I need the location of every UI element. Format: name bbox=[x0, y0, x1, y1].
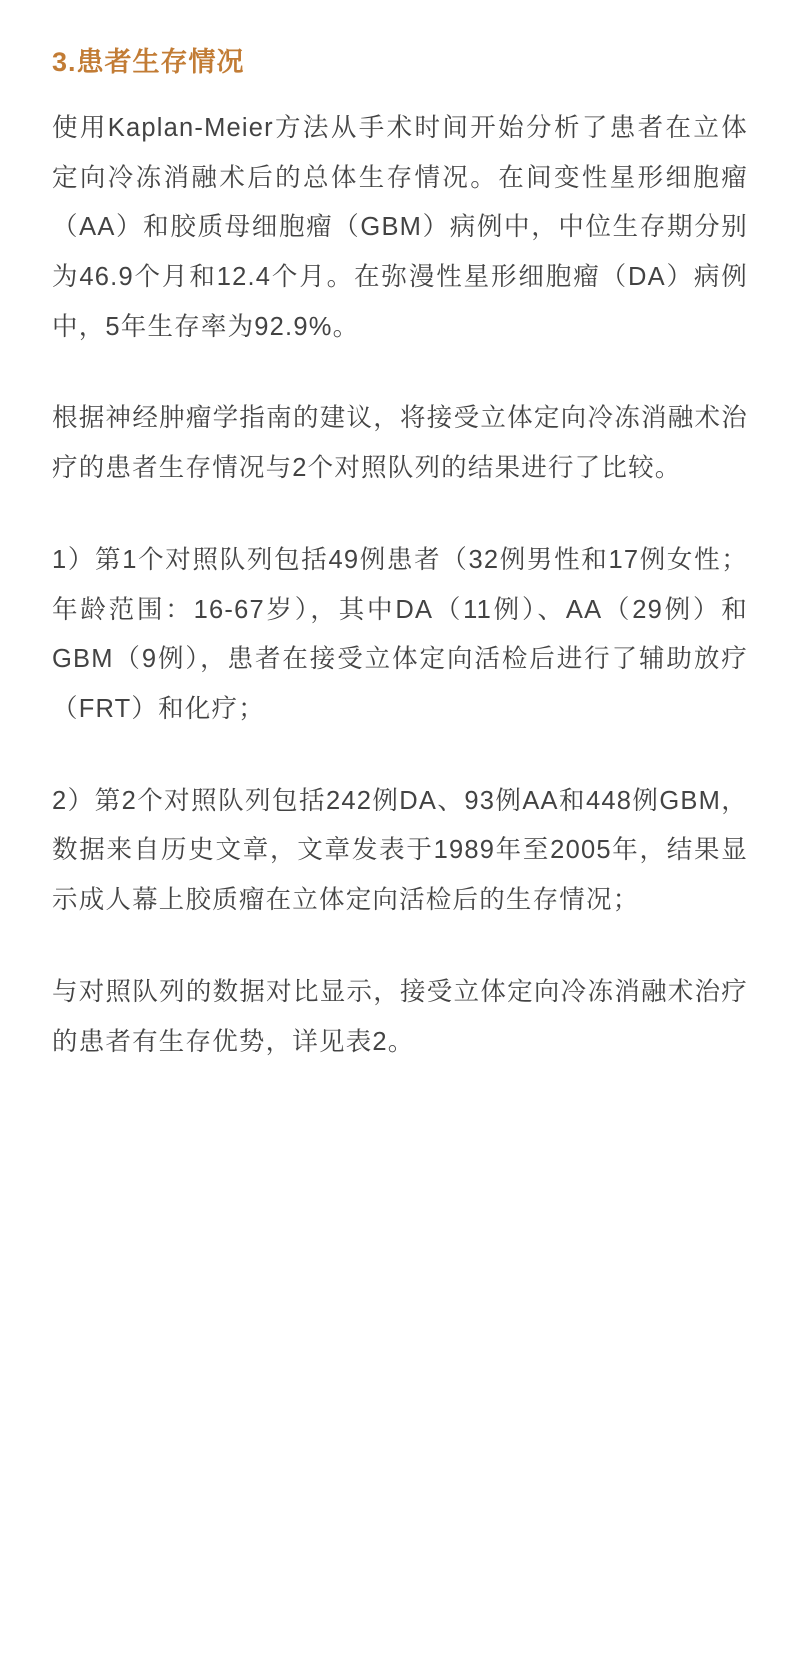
paragraph-survival-overview: 使用Kaplan-Meier方法从手术时间开始分析了患者在立体定向冷冻消融术后的总体生存情况。在间变性星形细胞瘤（AA）和胶质母细胞瘤（GBM）病例中，中位生存期分别为46.9个月和12.4个月。在弥漫性星形细胞瘤（DA）病例中，5年生存率为92.9%。 bbox=[52, 113, 748, 341]
paragraph-cohort-one: 1）第1个对照队列包括49例患者（32例男性和17例女性；年龄范围：16-67岁），其中DA（11例）、AA（29例）和GBM（9例），患者在接受立体定向活检后进行了辅助放疗（FRT）和化疗； bbox=[52, 545, 748, 723]
section-heading: 3.患者生存情况 bbox=[52, 47, 245, 77]
paragraph-conclusion: 与对照队列的数据对比显示，接受立体定向冷冻消融术治疗的患者有生存优势，详见表2。 bbox=[52, 977, 748, 1056]
paragraph-guideline-comparison: 根据神经肿瘤学指南的建议，将接受立体定向冷冻消融术治疗的患者生存情况与2个对照队列的结果进行了比较。 bbox=[52, 404, 748, 483]
paragraph-cohort-two: 2）第2个对照队列包括242例DA、93例AA和448例GBM，数据来自历史文章，文章发表于1989年至2005年，结果显示成人幕上胶质瘤在立体定向活检后的生存情况； bbox=[52, 786, 748, 915]
